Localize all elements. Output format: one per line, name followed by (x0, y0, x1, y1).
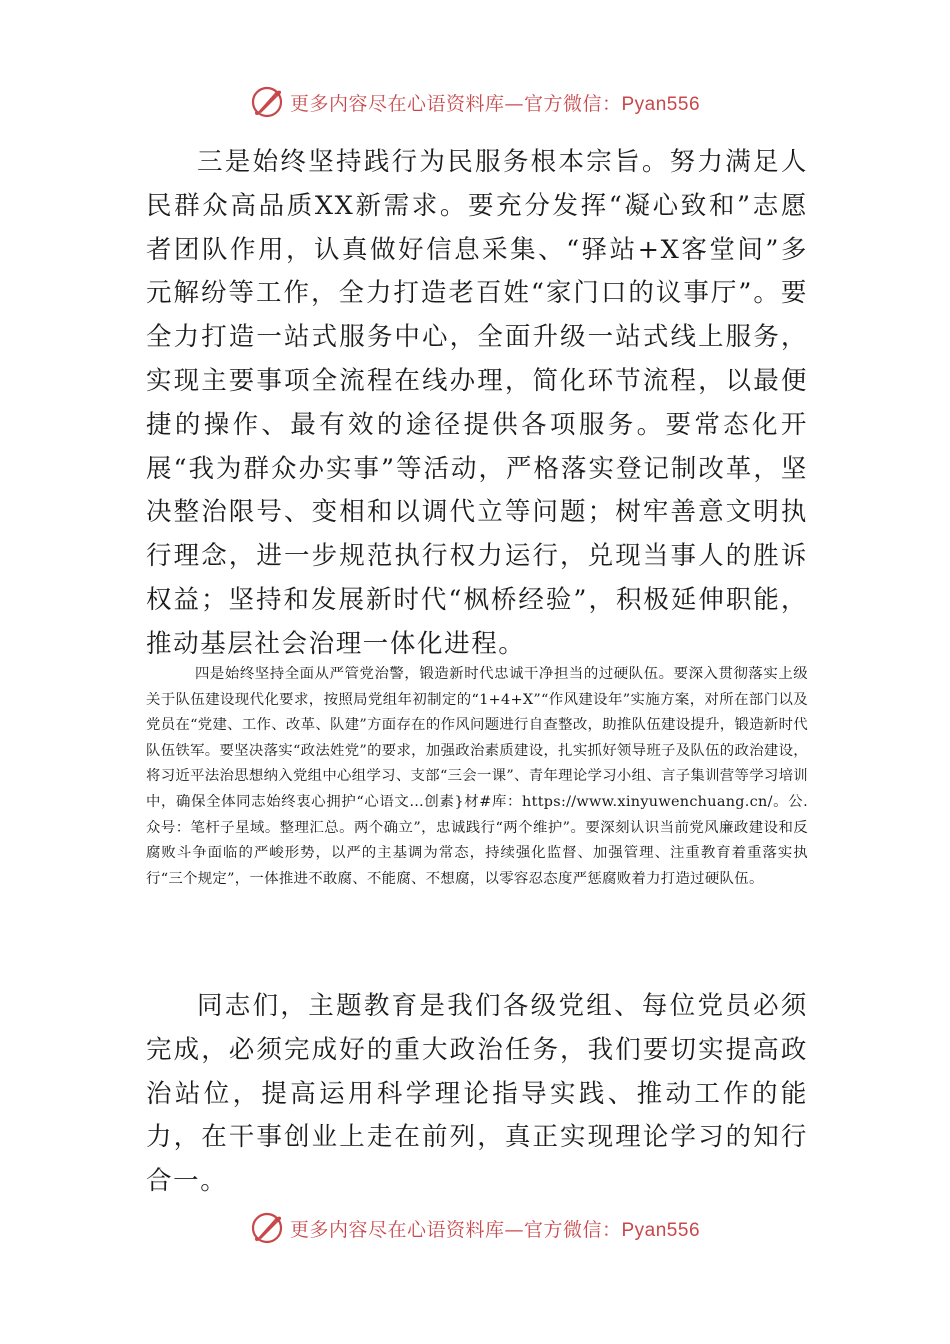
header-banner (0, 80, 950, 124)
paragraph-text: 四是始终坚持全面从严管党治警，锻造新时代忠诚干净担当的过硬队伍。要深入贯彻落实上级关于队伍建设现代化要求，按照局党组年初制定的“1+4+X”“作风建设年”实施方案，对所在部门以及党员在“党建、工作、改革、队建”方面存在的作风问题进行自查整改，助推队伍建设提升，锻造新时代队伍铁军。要坚决落实“政法姓党”的要求，加强政治素质建设，扎实抓好领导班子及队伍的政治建设，将习近平法治思想纳入党组中心组学习、支部“三会一课”、青年理论学习小组、言子集训营等学习培训中，确保全体同志始终衷心拥护“心语文…创素}材#库：https://www.xinyuwenchuang.cn/。公.众号：笔杆子星域。整理汇总。两个确立”，忠诚践行“两个维护”。要深刻认识当前党风廉政建设和反腐败斗争面临的严峻形势，以严的主基调为常态，持续强化监督、加强管理、注重教育着重落实执行“三个规定”，一体推进不敢腐、不能腐、不想腐，以零容忍态度严惩腐败着力打造过硬队伍。 (146, 666, 808, 887)
quill-logo-icon (250, 1211, 284, 1245)
wechat-id: Pyan556 (621, 93, 701, 115)
paragraph-three (146, 141, 808, 667)
quill-logo-icon (250, 85, 284, 119)
footer-banner (0, 1206, 950, 1250)
paragraph-four (146, 662, 808, 892)
banner-text: 更多内容尽在心语资料库—官方微信：Pyan556 (289, 92, 701, 115)
paragraph-text: 三是始终坚持践行为民服务根本宗旨。努力满足人民群众高品质XX新需求。要充分发挥“凝心致和”志愿者团队作用，认真做好信息采集、“驿站+X客堂间”多元解纷等工作，全力打造老百姓“家门口的议事厅”。要全力打造一站式服务中心，全面升级一站式线上服务，实现主要事项全流程在线办理，简化环节流程，以最便捷的操作、最有效的途径提供各项服务。要常态化开展“我为群众办实事”等活动，严格落实登记制改革，坚决整治限号、变相和以调代立等问题；树牢善意文明执行理念，进一步规范执行权力运行，兑现当事人的胜诉权益；坚持和发展新时代“枫桥经验”，积极延伸职能，推动基层社会治理一体化进程。 (146, 147, 808, 659)
paragraph-text: 同志们，主题教育是我们各级党组、每位党员必须完成，必须完成好的重大政治任务，我们要切实提高政治站位，提高运用科学理论指导实践、推动工作的能力，在干事创业上走在前列，真正实现理论学习的知行合一。 (146, 991, 808, 1197)
banner-text: 更多内容尽在心语资料库—官方微信：Pyan556 (289, 1218, 701, 1241)
paragraph-conclusion (146, 985, 808, 1204)
wechat-id: Pyan556 (621, 1219, 701, 1241)
